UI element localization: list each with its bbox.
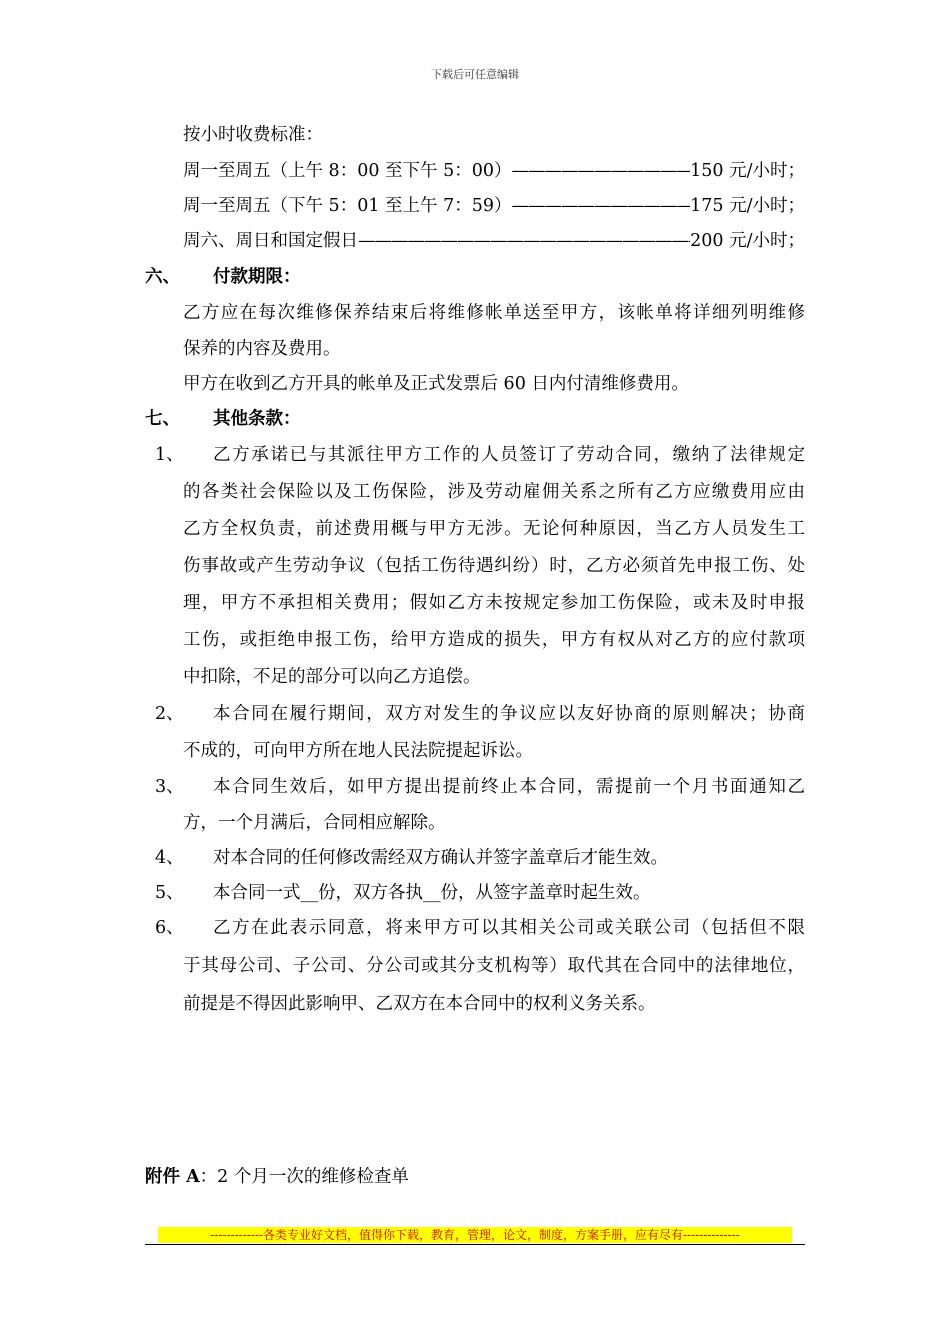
section-title: 其他条款：: [213, 409, 301, 429]
fee-row-label: 周一至周五（下午 5：01 至上午 7：59）: [183, 196, 512, 216]
item-number: 4、: [155, 848, 184, 868]
paragraph-line: 乙方在此表示同意，将来甲方可以其相关公司或关联公司（包括但不限: [213, 918, 805, 938]
paragraph-line: 工伤，或拒绝申报工伤，给甲方造成的损失，甲方有权从对乙方的应付款项: [183, 630, 805, 650]
footer-divider: [145, 1244, 805, 1245]
section-number: 七、: [145, 409, 180, 429]
fee-row-price: 175 元/小时；: [690, 196, 805, 216]
paragraph-line: 本合同在履行期间，双方对发生的争议应以友好协商的原则解决；协商: [213, 704, 805, 724]
fee-title: 按小时收费标准：: [183, 125, 323, 145]
item-number: 5、: [155, 883, 184, 903]
footer-banner: -------------各类专业好文档，值得你下载，教育，管理，论文，制度，方案手册，应有尽有--------------: [158, 1227, 792, 1243]
item-number: 2、: [155, 704, 184, 724]
paragraph-line: 的各类社会保险以及工伤保险，涉及劳动雇佣关系之所有乙方应缴费用应由: [183, 482, 805, 502]
item-number: 6、: [155, 918, 184, 938]
paragraph-line: 不成的，可向甲方所在地人民法院提起诉讼。: [183, 741, 533, 761]
section-number: 六、: [145, 267, 180, 287]
fee-row: [183, 230, 805, 252]
paragraph-line: 本合同一式__份，双方各执__份，从签字盖章时起生效。: [213, 883, 651, 903]
paragraph-line: 前提是不得因此影响甲、乙双方在本合同中的权利义务关系。: [183, 994, 656, 1014]
fee-row-price: 150 元/小时；: [690, 161, 805, 181]
paragraph-line: 对本合同的任何修改需经双方确认并签字盖章后才能生效。: [213, 848, 668, 868]
paragraph-line: 乙方全权负责，前述费用概与甲方无涉。无论何种原因，当乙方人员发生工: [183, 519, 805, 539]
leader-dashes: [358, 230, 690, 252]
paragraph-line: 于其母公司、子公司、分公司或其分支机构等）取代其在合同中的法律地位，: [183, 956, 805, 976]
paragraph-line: 理，甲方不承担相关费用；假如乙方未按规定参加工伤保险，或未及时申报: [183, 593, 805, 613]
attachment-line: [145, 1166, 409, 1188]
attachment-label: 附件 A: [145, 1167, 200, 1187]
attachment-text: ：2 个月一次的维修检查单: [199, 1167, 409, 1187]
leader-dashes: [512, 160, 691, 182]
paragraph-line: 中扣除，不足的部分可以向乙方追偿。: [183, 667, 481, 687]
item-number: 3、: [155, 777, 184, 797]
fee-row: [183, 160, 805, 182]
paragraph-line: 乙方应在每次维修保养结束后将维修帐单送至甲方，该帐单将详细列明维修: [183, 303, 805, 323]
page-header: 下载后可任意编辑: [431, 68, 519, 81]
fee-row: [183, 195, 805, 217]
fee-row-price: 200 元/小时；: [690, 231, 805, 251]
item-number: 1、: [155, 445, 184, 465]
paragraph-line: 保养的内容及费用。: [183, 339, 341, 359]
fee-row-label: 周一至周五（上午 8：00 至下午 5：00）: [183, 161, 512, 181]
paragraph-line: 本合同生效后，如甲方提出提前终止本合同，需提前一个月书面通知乙: [213, 777, 805, 797]
section-title: 付款期限：: [213, 267, 301, 287]
fee-row-label: 周六、周日和国定假日: [183, 231, 358, 251]
paragraph-line: 乙方承诺已与其派往甲方工作的人员签订了劳动合同，缴纳了法律规定: [213, 445, 805, 465]
leader-dashes: [512, 195, 691, 217]
paragraph-line: 伤事故或产生劳动争议（包括工伤待遇纠纷）时，乙方必须首先申报工伤、处: [183, 556, 805, 576]
paragraph-line: 甲方在收到乙方开具的帐单及正式发票后 60 日内付清维修费用。: [183, 374, 689, 394]
paragraph-line: 方，一个月满后，合同相应解除。: [183, 813, 446, 833]
